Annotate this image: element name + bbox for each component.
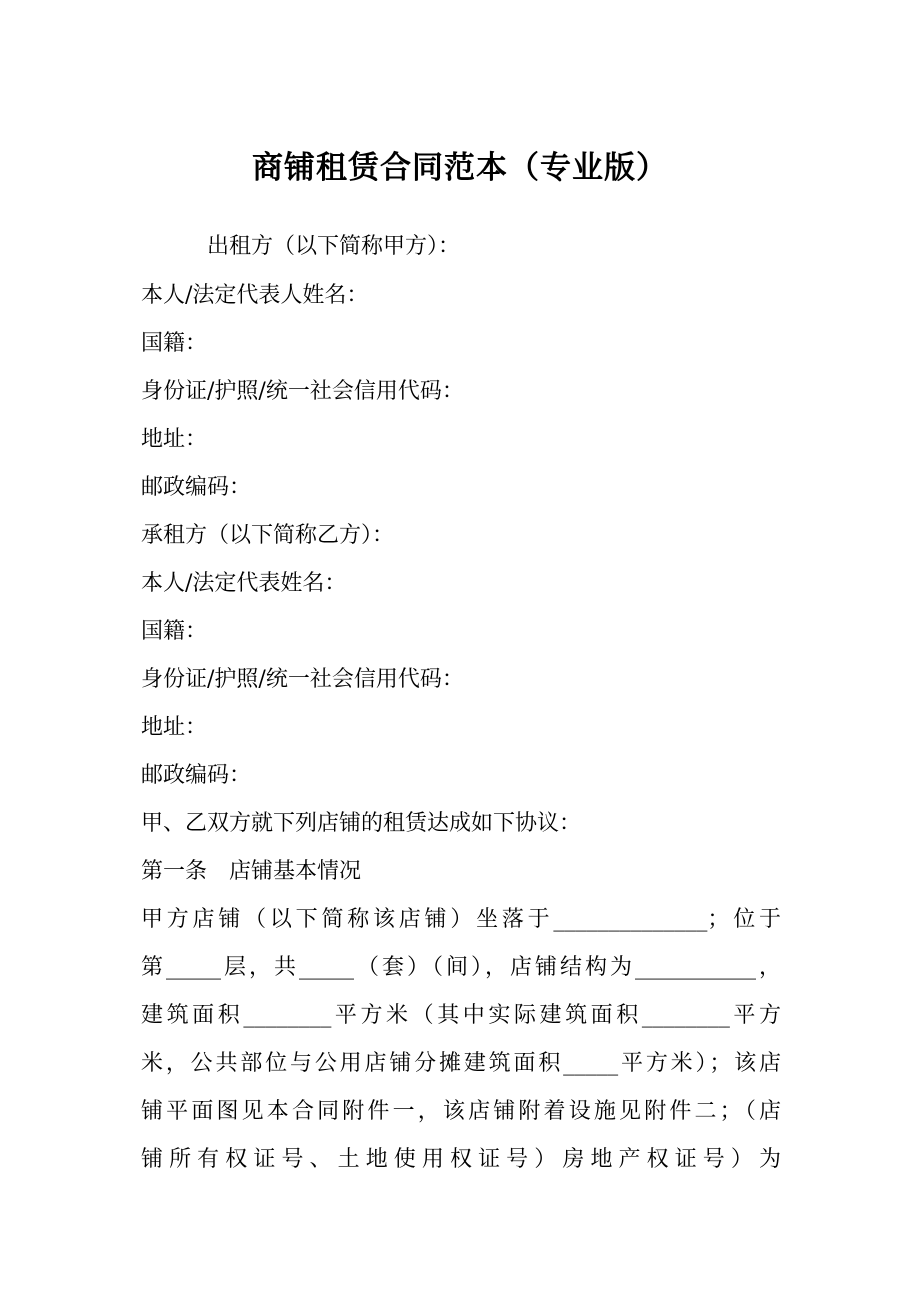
- lessee-nationality-field: 国籍：: [141, 619, 208, 644]
- lessee-address-field: 地址：: [141, 715, 208, 740]
- article-one-paragraph-line: 米，公共部位与公用店铺分摊建筑面积_____平方米）；该店: [141, 1051, 781, 1076]
- lessor-postcode-field: 邮政编码：: [141, 475, 252, 500]
- lessor-id-field: 身份证/护照/统一社会信用代码：: [141, 379, 464, 404]
- article-one-paragraph-line: 铺平面图见本合同附件一，该店铺附着设施见附件二；（店: [141, 1099, 781, 1124]
- lessee-heading: 承租方（以下简称乙方）：: [141, 523, 395, 548]
- article-one-paragraph-line: 建筑面积________平方米（其中实际建筑面积________平方: [141, 1003, 781, 1028]
- lessor-heading: 出租方（以下简称甲方）：: [207, 234, 461, 259]
- lessor-address-field: 地址：: [141, 427, 208, 452]
- article-one-paragraph-line: 铺所有权证号、土地使用权证号）房地产权证号）为: [141, 1147, 781, 1172]
- article-one-paragraph-line: 第_____层，共_____（套）（间），店铺结构为___________，: [141, 955, 781, 980]
- lessee-id-field: 身份证/护照/统一社会信用代码：: [141, 667, 464, 692]
- article-one-heading: 第一条 店铺基本情况: [141, 859, 362, 884]
- document-title: 商铺租赁合同范本（专业版）: [252, 150, 668, 186]
- lessor-nationality-field: 国籍：: [141, 331, 208, 356]
- article-one-paragraph-line: 甲方店铺（以下简称该店铺）坐落于______________；位于: [141, 907, 781, 932]
- lessee-postcode-field: 邮政编码：: [141, 763, 252, 788]
- agreement-intro: 甲、乙双方就下列店铺的租赁达成如下协议：: [141, 811, 582, 836]
- lessor-name-field: 本人/法定代表人姓名：: [141, 283, 369, 308]
- lessee-name-field: 本人/法定代表姓名：: [141, 571, 347, 596]
